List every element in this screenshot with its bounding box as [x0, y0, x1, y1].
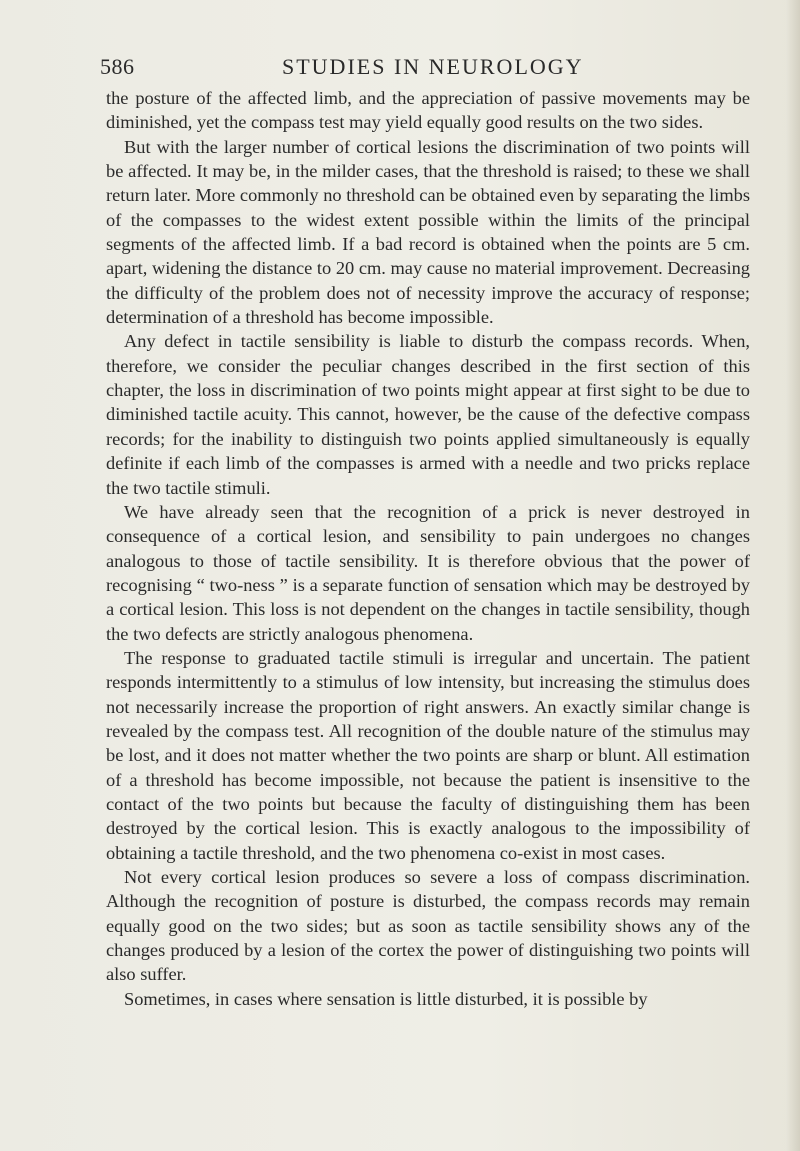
- page-number: 586: [100, 54, 135, 79]
- running-head: STUDIES IN NEUROLOGY: [282, 54, 584, 79]
- paragraph-6: Not every cortical lesion produces so severe a loss of compass discrimination. Although the recognition of posture is disturbed, the compass records may remain equally good on the two sides; but as soon as tactile sensibility shows any of the changes produced by a lesion of the cortex the power of distinguishing two points will also suffer.: [106, 867, 750, 985]
- page-edge-shadow: [786, 0, 800, 1151]
- body-text: [106, 86, 750, 1011]
- paragraph-3: Any defect in tactile sensibility is liable to disturb the compass records. When, therefore, we consider the peculiar changes described in the first section of this chapter, the loss in discrimination of two points might appear at first sight to be due to diminished tactile acuity. This cannot, however, be the cause of the defective compass records; for the inability to distinguish two points applied simultaneously is equally definite if each limb of the compasses is armed with a needle and two pricks replace the two tactile stimuli.: [106, 331, 750, 498]
- page-header: [100, 54, 750, 84]
- paragraph-5: The response to graduated tactile stimuli is irregular and uncertain. The patient responds intermittently to a stimulus of low intensity, but increasing the stimulus does not necessarily increase the proportion of right answers. An exactly similar change is revealed by the compass test. All recognition of the double nature of the stimulus may be lost, and it does not matter whether the two points are sharp or blunt. All estimation of a threshold has become impossible, not because the patient is insensitive to the contact of the two points but because the faculty of distinguishing them has been destroyed by the cortical lesion. This is exactly analogous to the impossibility of obtaining a tactile threshold, and the two phenomena co-exist in most cases.: [106, 647, 750, 863]
- paragraph-2: But with the larger number of cortical lesions the discrimination of two points will be affected. It may be, in the milder cases, that the threshold is raised; to these we shall return later. More commonly no threshold can be obtained even by separating the limbs of the compasses to the widest extent possible within the limits of the principal segments of the affected limb. If a bad record is obtained when the points are 5 cm. apart, widening the distance to 20 cm. may cause no material improvement. Decreasing the difficulty of the problem does not of necessity improve the accuracy of response; determination of a threshold has become impossible.: [106, 136, 750, 328]
- paragraph-7: Sometimes, in cases where sensation is little disturbed, it is possible by: [124, 988, 648, 1009]
- paragraph-4: We have already seen that the recognition of a prick is never destroyed in consequence of a cortical lesion, and sensibility to pain undergoes no changes analogous to those of tactile sensibility. It is therefore obvious that the power of recognising “ two-ness ” is a separate function of sensation which may be destroyed by a cortical lesion. This loss is not dependent on the changes in tactile sensibility, though the two defects are strictly analogous phenomena.: [106, 501, 750, 644]
- paragraph-1: the posture of the affected limb, and the appreciation of passive movements may be diminished, yet the compass test may yield equally good results on the two sides.: [106, 88, 750, 133]
